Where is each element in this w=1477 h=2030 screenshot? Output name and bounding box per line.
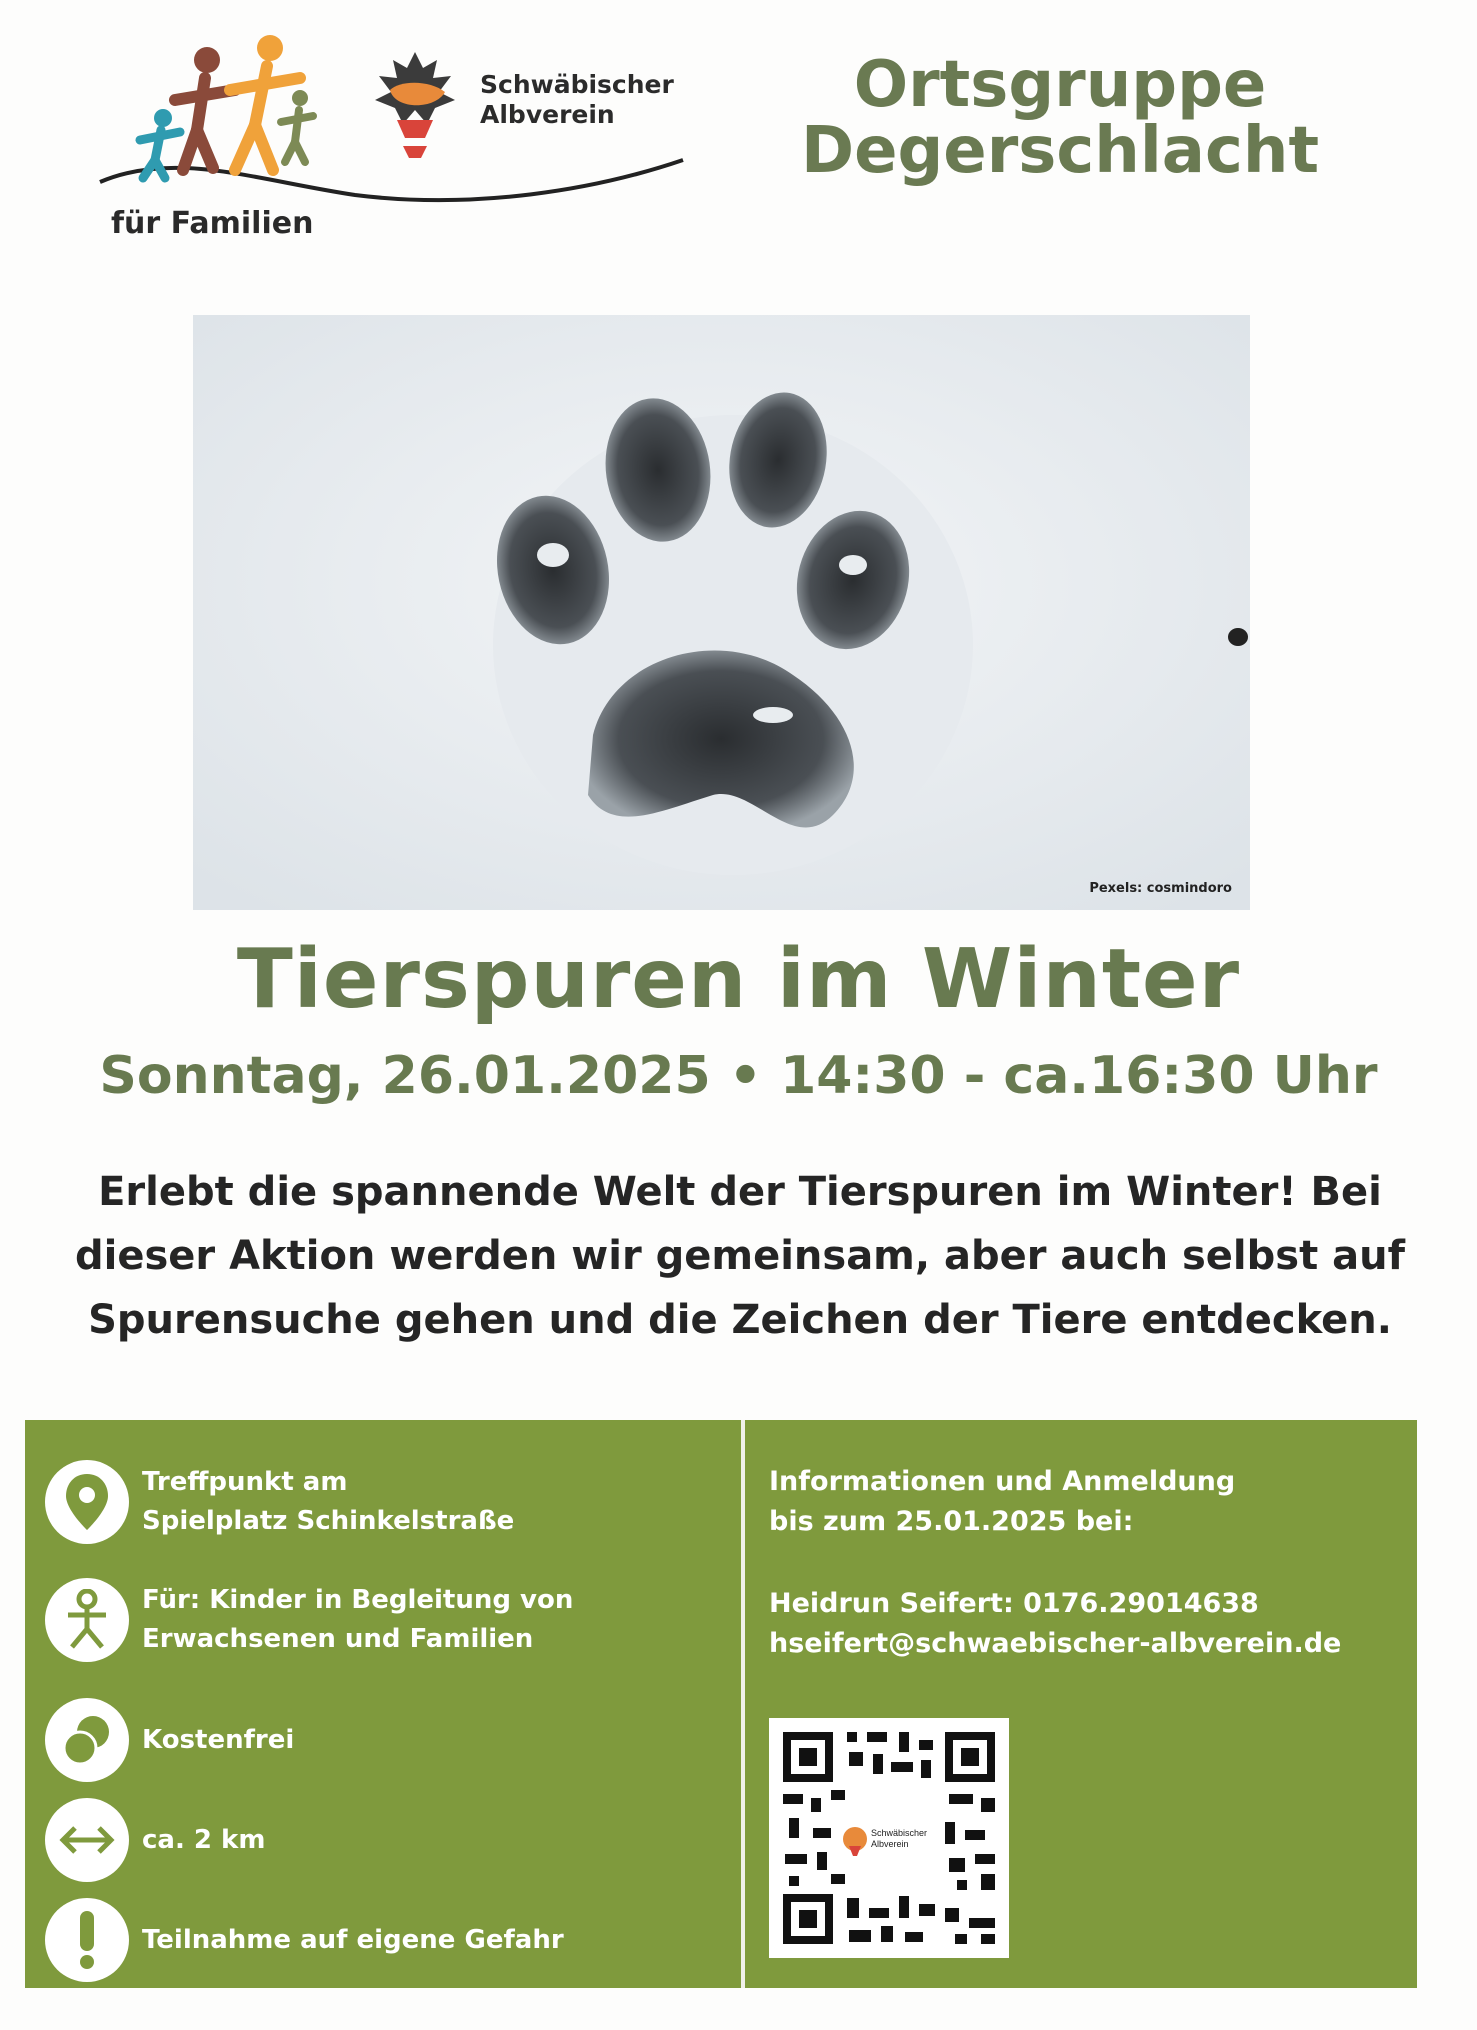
audience-line-1: Für: Kinder in Begleitung von [142, 1585, 574, 1615]
description-line-3: Spurensuche gehen und die Zeichen der Tiere entdecken. [88, 1297, 1392, 1343]
event-description [25, 1160, 1455, 1352]
club-name-line2: Albverein [480, 100, 615, 129]
group-title-line1: Ortsgruppe [853, 48, 1267, 122]
info-line-2: bis zum 25.01.2025 bei: [769, 1506, 1134, 1537]
risk-item [45, 1898, 564, 1982]
qr-logo-line2: Albverein [871, 1839, 909, 1849]
distance-text: ca. 2 km [142, 1824, 266, 1855]
registration-info [769, 1462, 1235, 1542]
event-title: Tierspuren im Winter [236, 932, 1241, 1027]
group-title [760, 48, 1360, 188]
cost-item [45, 1698, 294, 1782]
audience-text [142, 1581, 573, 1659]
exclamation-icon [45, 1898, 129, 1982]
qr-logo-line1: Schwäbischer [871, 1828, 928, 1838]
panel-divider [741, 1420, 745, 1988]
meeting-point-text [142, 1463, 514, 1541]
paw-print-image [193, 315, 1250, 910]
description-line-1: Erlebt die spannende Welt der Tierspuren im Winter! Bei [98, 1169, 1382, 1215]
info-line-1: Informationen und Anmeldung [769, 1466, 1236, 1497]
risk-text: Teilnahme auf eigene Gefahr [142, 1924, 564, 1955]
person-icon [45, 1578, 129, 1662]
albverein-emblem [375, 52, 455, 158]
location-pin-icon [45, 1460, 129, 1544]
meeting-line-2: Spielplatz Schinkelstraße [142, 1506, 515, 1536]
coins-icon [45, 1698, 129, 1782]
qr-code-graphic [769, 1718, 1009, 1958]
group-title-line2: Degerschlacht [800, 114, 1320, 188]
contact-details [769, 1584, 1341, 1664]
club-name [480, 70, 674, 130]
family-label: für Familien [111, 206, 314, 241]
paw-print-photo [193, 315, 1250, 910]
qr-code[interactable] [769, 1718, 1009, 1958]
description-line-2: dieser Aktion werden wir gemeinsam, aber auch selbst auf [75, 1233, 1405, 1279]
event-datetime: Sonntag, 26.01.2025 • 14:30 - ca.16:30 Uhr [99, 1046, 1378, 1106]
audience-item [45, 1578, 573, 1662]
logo-area [95, 30, 685, 252]
club-name-line1: Schwäbischer [480, 70, 674, 99]
photo-credit: Pexels: cosmindoro [1089, 881, 1232, 896]
contact-email[interactable]: hseifert@schwaebischer-albverein.de [769, 1628, 1342, 1659]
meeting-line-1: Treffpunkt am [142, 1467, 348, 1497]
cost-text: Kostenfrei [142, 1724, 295, 1755]
audience-line-2: Erwachsenen und Familien [142, 1624, 534, 1654]
meeting-point-item [45, 1460, 514, 1544]
distance-item [45, 1798, 265, 1882]
contact-name-phone: Heidrun Seifert: 0176.29014638 [769, 1588, 1259, 1619]
arrows-icon [45, 1798, 129, 1882]
info-panel [25, 1420, 1417, 1988]
